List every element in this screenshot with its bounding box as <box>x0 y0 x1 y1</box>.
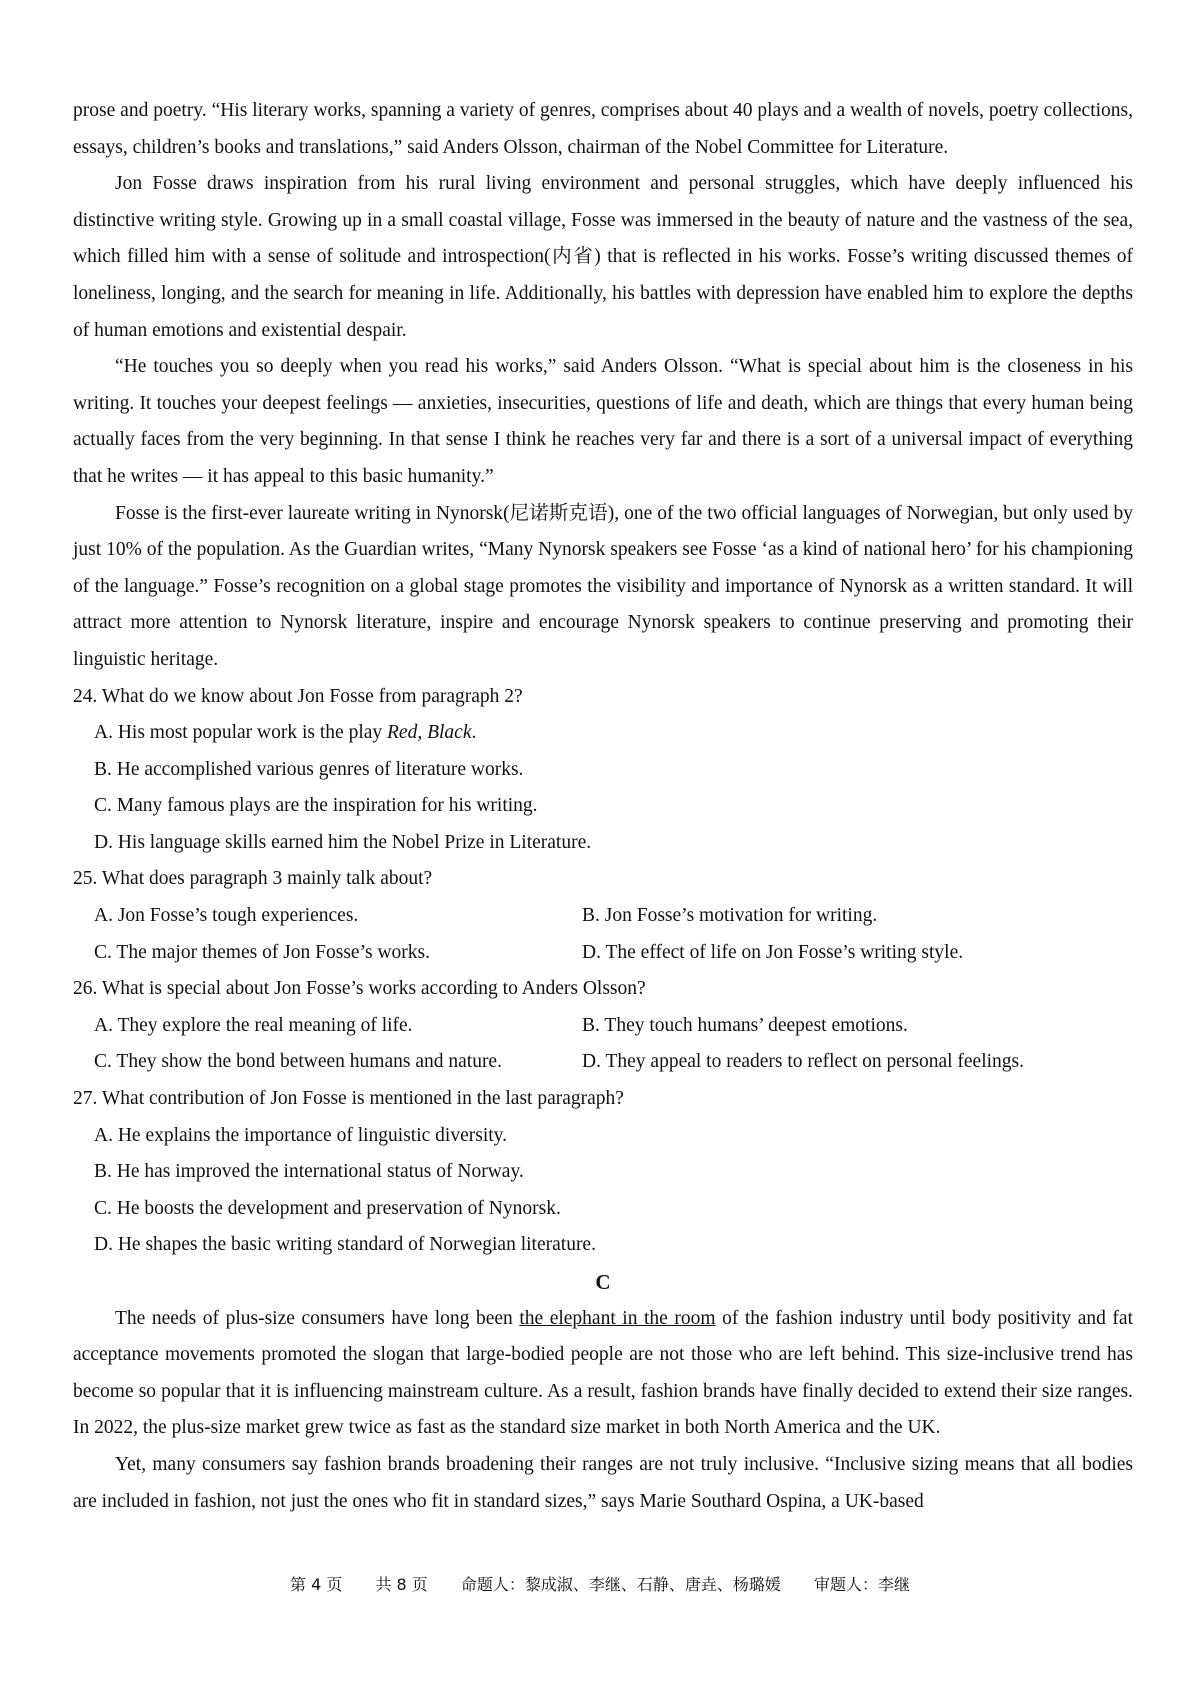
question-25-option-d: D. The effect of life on Jon Fosse’s writing style. <box>582 941 964 963</box>
paragraph-3: “He touches you so deeply when you read his works,” said Anders Olsson. “What is special about him is the closeness in his writing. It touches your deepest feelings — anxieties, insecurities, questions of life and death, which are things that every human being actually faces from the very beginning. In that sense I think he reaches very far and there is a sort of a universal impact of everything that he writes — it has appeal to this basic humanity.” <box>73 356 1133 487</box>
page-total: 共 8 页 <box>375 1575 428 1594</box>
question-26-option-d: D. They appeal to readers to reflect on personal feelings. <box>582 1051 1025 1073</box>
section-c-heading: C <box>595 1270 611 1294</box>
reviewer: 审题人：李继 <box>814 1575 911 1594</box>
exam-page <box>73 93 1133 1520</box>
question-25-stem: 25. What does paragraph 3 mainly talk about? <box>73 868 433 890</box>
option-a-italic-title: Red, Black <box>387 722 472 744</box>
question-26-row-1 <box>73 1008 1133 1045</box>
paragraph-1: prose and poetry. “His literary works, spanning a variety of genres, comprises about 40 plays and a wealth of novels, poetry collections, essays, children’s books and translations,” said Anders Olsson, chairman of the Nobel Committee for Literature. <box>73 100 1133 158</box>
question-25-option-a: A. Jon Fosse’s tough experiences. <box>94 905 359 927</box>
question-25-option-c: C. The major themes of Jon Fosse’s works. <box>94 941 430 963</box>
page-footer <box>0 1572 1200 1595</box>
question-27-option-b: B. He has improved the international status of Norway. <box>94 1161 524 1183</box>
question-27-option-a: A. He explains the importance of linguistic diversity. <box>94 1124 508 1146</box>
section-c-paragraph-2: Yet, many consumers say fashion brands broadening their ranges are not truly inclusive. “Inclusive sizing means that all bodies are included in fashion, not just the ones who fit in standard sizes,” says Marie Southard Ospina, a UK-based <box>73 1453 1133 1512</box>
question-25-row-2 <box>73 935 1133 972</box>
question-26-option-a: A. They explore the real meaning of life. <box>94 1014 413 1036</box>
question-26-option-b: B. They touch humans’ deepest emotions. <box>582 1014 908 1036</box>
question-27-stem: 27. What contribution of Jon Fosse is mentioned in the last paragraph? <box>73 1088 624 1110</box>
question-26-stem: 26. What is special about Jon Fosse’s works according to Anders Olsson? <box>73 978 646 1000</box>
section-c-paragraph-1 <box>73 1301 1133 1447</box>
question-24-stem: 24. What do we know about Jon Fosse from paragraph 2? <box>73 685 523 707</box>
paragraph-4: Fosse is the first-ever laureate writing in Nynorsk(尼诺斯克语), one of the two official languages of Norwegian, but only used by just 10% of the population. As the Guardian writes, “Many Nynorsk speakers see Fosse ‘as a kind of national hero’ for his championing of the language.” Fosse’s recognition on a global stage promotes the visibility and importance of Nynorsk as a written standard. It will attract more attention to Nynorsk literature, inspire and encourage Nynorsk speakers to continue preserving and promoting their linguistic heritage. <box>73 502 1133 670</box>
question-24-option-c: C. Many famous plays are the inspiration for his writing. <box>94 795 538 817</box>
question-24-option-a <box>73 715 1133 752</box>
question-25-row-1 <box>73 898 1133 935</box>
option-a-text: A. His most popular work is the play <box>94 722 388 744</box>
question-24-option-b: B. He accomplished various genres of literature works. <box>94 758 524 780</box>
option-a-period: . <box>471 722 477 744</box>
section-c-p1-after: of the fashion industry until body positivity and fat acceptance movements promoted the slogan that large-bodied people are not those who are left behind. This size-inclusive trend has become so popular that it is influencing mainstream culture. As a result, fashion brands have finally decided to extend their size ranges. In 2022, the plus-size market grew twice as fast as the standard size market in both North America and the UK. <box>73 1307 1133 1439</box>
paragraph-2: Jon Fosse draws inspiration from his rural living environment and personal struggles, which have deeply influenced his distinctive writing style. Growing up in a small coastal village, Fosse was immersed in the beauty of nature and the vastness of the sea, which filled him with a sense of solitude and introspection(内省) that is reflected in his works. Fosse’s writing discussed themes of loneliness, longing, and the search for meaning in life. Additionally, his battles with depression have enabled him to explore the depths of human emotions and existential despair. <box>73 173 1133 341</box>
question-25-option-b: B. Jon Fosse’s motivation for writing. <box>582 905 878 927</box>
question-24-option-d: D. His language skills earned him the Nobel Prize in Literature. <box>94 831 592 853</box>
section-c-p1-before: The needs of plus-size consumers have long been <box>115 1307 520 1329</box>
underlined-phrase: the elephant in the room <box>519 1307 716 1329</box>
question-authors: 命题人：黎成淑、李继、石静、唐垚、杨璐媛 <box>460 1575 781 1594</box>
question-27-option-d: D. He shapes the basic writing standard of Norwegian literature. <box>94 1234 596 1256</box>
question-26-option-c: C. They show the bond between humans and nature. <box>94 1051 502 1073</box>
question-27-option-c: C. He boosts the development and preservation of Nynorsk. <box>94 1197 561 1219</box>
question-26-row-2 <box>73 1044 1133 1081</box>
page-number: 第 4 页 <box>289 1575 343 1594</box>
